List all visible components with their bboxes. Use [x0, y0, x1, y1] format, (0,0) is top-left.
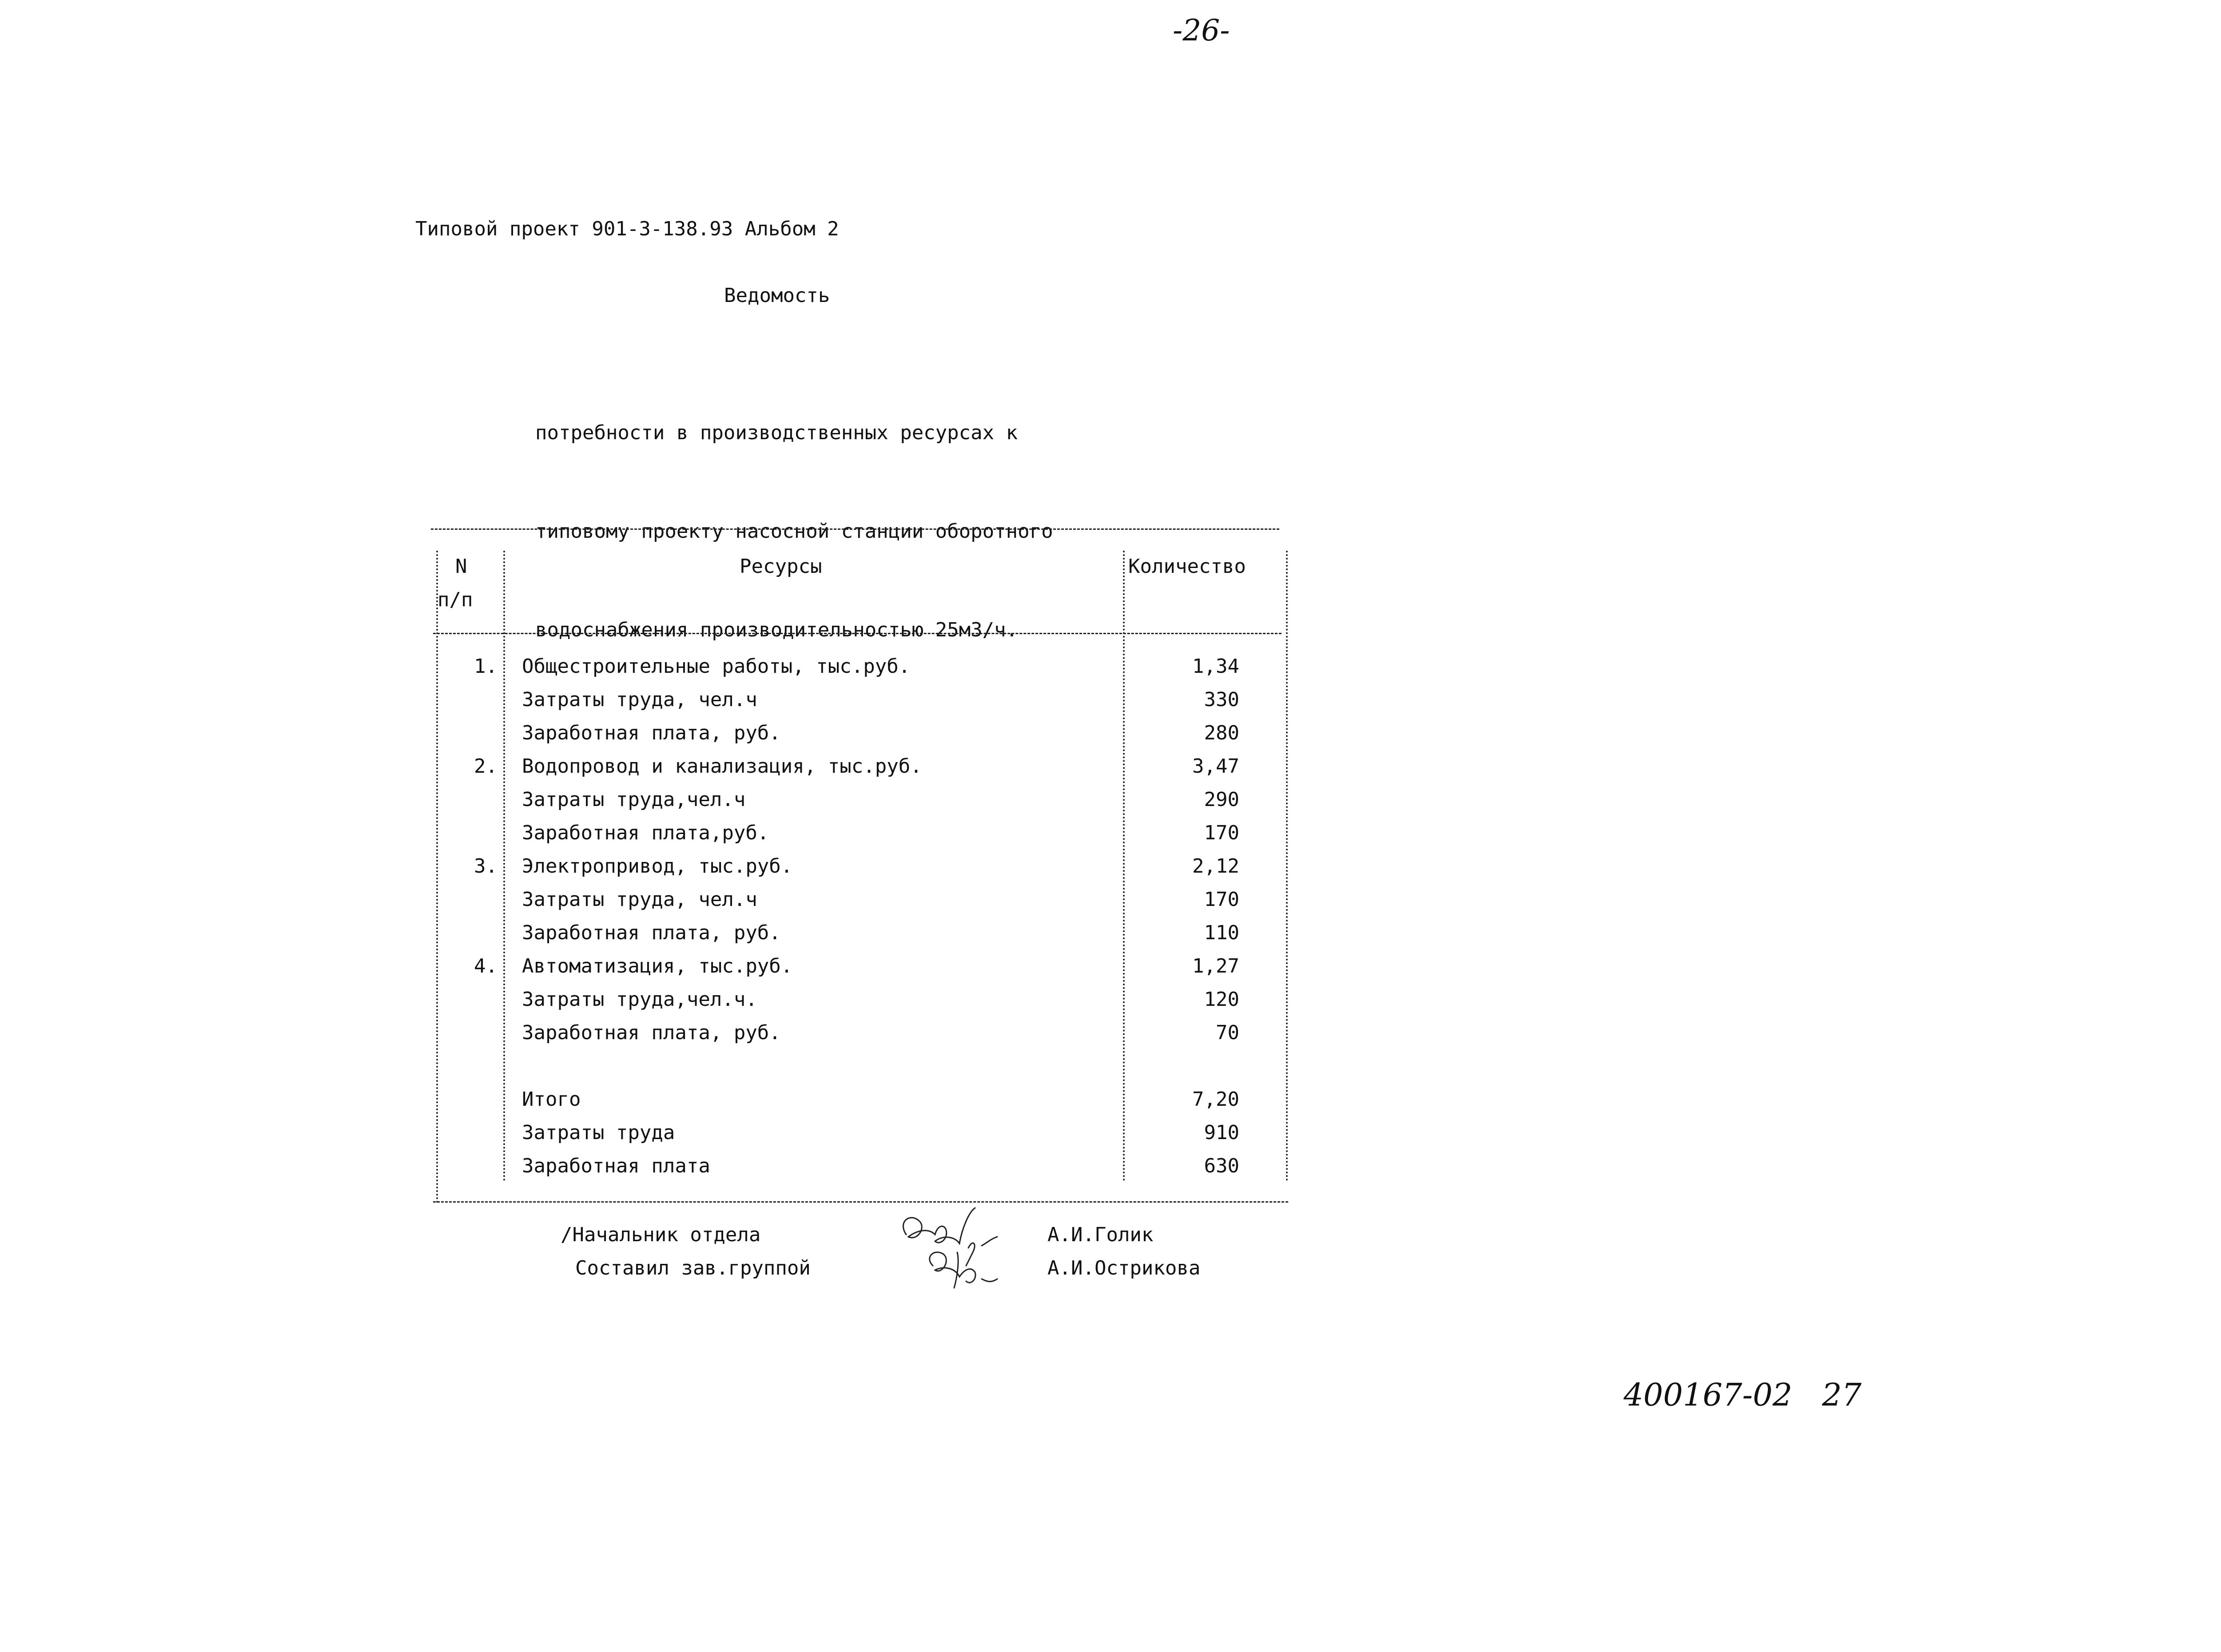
- row-resource: Заработная плата, руб.: [522, 921, 781, 944]
- row-resource: Заработная плата,руб.: [522, 822, 769, 844]
- row-resource: Заработная плата, руб.: [522, 722, 781, 744]
- row-resource: Заработная плата, руб.: [522, 1021, 781, 1044]
- row-quantity: 1,27: [1192, 955, 1239, 977]
- row-quantity: 170: [1204, 888, 1239, 911]
- signatory-name-head: А.И.Голик: [1047, 1223, 1154, 1246]
- table-row: [0, 955, 2221, 988]
- header-number-subtitle: п/п: [438, 588, 473, 611]
- subtitle-line: водоснабжения производительностью 25м3/ч.: [535, 619, 1018, 641]
- header-quantity: Количество: [1128, 555, 1246, 578]
- row-quantity: 630: [1204, 1155, 1239, 1177]
- table-row: [0, 921, 2221, 955]
- subtitle-line: потребности в производственных ресурсах к: [535, 421, 1018, 444]
- row-number: 3.: [474, 855, 498, 878]
- row-resource: Затраты труда: [522, 1121, 675, 1144]
- table-row: [0, 788, 2221, 822]
- row-resource: Затраты труда, чел.ч: [522, 688, 757, 711]
- page-number: -26-: [1173, 13, 1230, 48]
- table-row: [0, 1155, 2221, 1188]
- handwritten-signatures: [893, 1203, 1039, 1310]
- row-quantity: 910: [1204, 1121, 1239, 1144]
- table-top-rule: [431, 528, 1279, 530]
- row-number: 4.: [474, 955, 498, 977]
- table-bottom-rule: [433, 1201, 1288, 1203]
- row-resource: Электропривод, тыс.руб.: [522, 855, 793, 878]
- row-resource: Затраты труда, чел.ч: [522, 888, 757, 911]
- row-quantity: 290: [1204, 788, 1239, 811]
- row-quantity: 280: [1204, 722, 1239, 744]
- row-resource: Итого: [522, 1088, 581, 1111]
- row-number: 2.: [474, 755, 498, 778]
- row-quantity: 170: [1204, 822, 1239, 844]
- table-row: [0, 1055, 2221, 1088]
- row-resource: Автоматизация, тыс.руб.: [522, 955, 793, 977]
- table-row: [0, 1121, 2221, 1155]
- row-quantity: 70: [1216, 1021, 1239, 1044]
- row-quantity: 7,20: [1192, 1088, 1239, 1111]
- row-number: 1.: [474, 655, 498, 678]
- document-title: Ведомость: [724, 284, 830, 307]
- row-quantity: 2,12: [1192, 855, 1239, 878]
- table-row: [0, 822, 2221, 855]
- row-quantity: 3,47: [1192, 755, 1239, 778]
- row-resource: Общестроительные работы, тыс.руб.: [522, 655, 911, 678]
- header-resources: Ресурсы: [740, 555, 822, 578]
- table-row: [0, 888, 2221, 921]
- signature-label-compiler: Составил зав.группой: [575, 1257, 811, 1279]
- document-stamp: 400167-02 27: [1624, 1377, 1862, 1413]
- table-header-rule: [433, 633, 1282, 634]
- table-row: [0, 688, 2221, 722]
- subtitle-line: типовому проекту насосной станции оборотного: [535, 520, 1053, 543]
- row-resource: Затраты труда,чел.ч.: [522, 988, 757, 1011]
- table-row: [0, 1021, 2221, 1055]
- table-row: [0, 1088, 2221, 1121]
- row-resource: Водопровод и канализация, тыс.руб.: [522, 755, 922, 778]
- row-quantity: 120: [1204, 988, 1239, 1011]
- row-quantity: 110: [1204, 921, 1239, 944]
- table-row: [0, 855, 2221, 888]
- row-quantity: 1,34: [1192, 655, 1239, 678]
- project-line: Типовой проект 901-3-138.93 Альбом 2: [415, 218, 839, 240]
- signatory-name-compiler: А.И.Острикова: [1047, 1257, 1201, 1279]
- table-row: [0, 988, 2221, 1021]
- row-resource: Затраты труда,чел.ч: [522, 788, 746, 811]
- table-row: [0, 722, 2221, 755]
- table-row: [0, 655, 2221, 688]
- table-row: [0, 755, 2221, 788]
- signature-label-head: /Начальник отдела: [561, 1223, 761, 1246]
- row-quantity: 330: [1204, 688, 1239, 711]
- row-resource: Заработная плата: [522, 1155, 710, 1177]
- header-number: N: [455, 555, 467, 578]
